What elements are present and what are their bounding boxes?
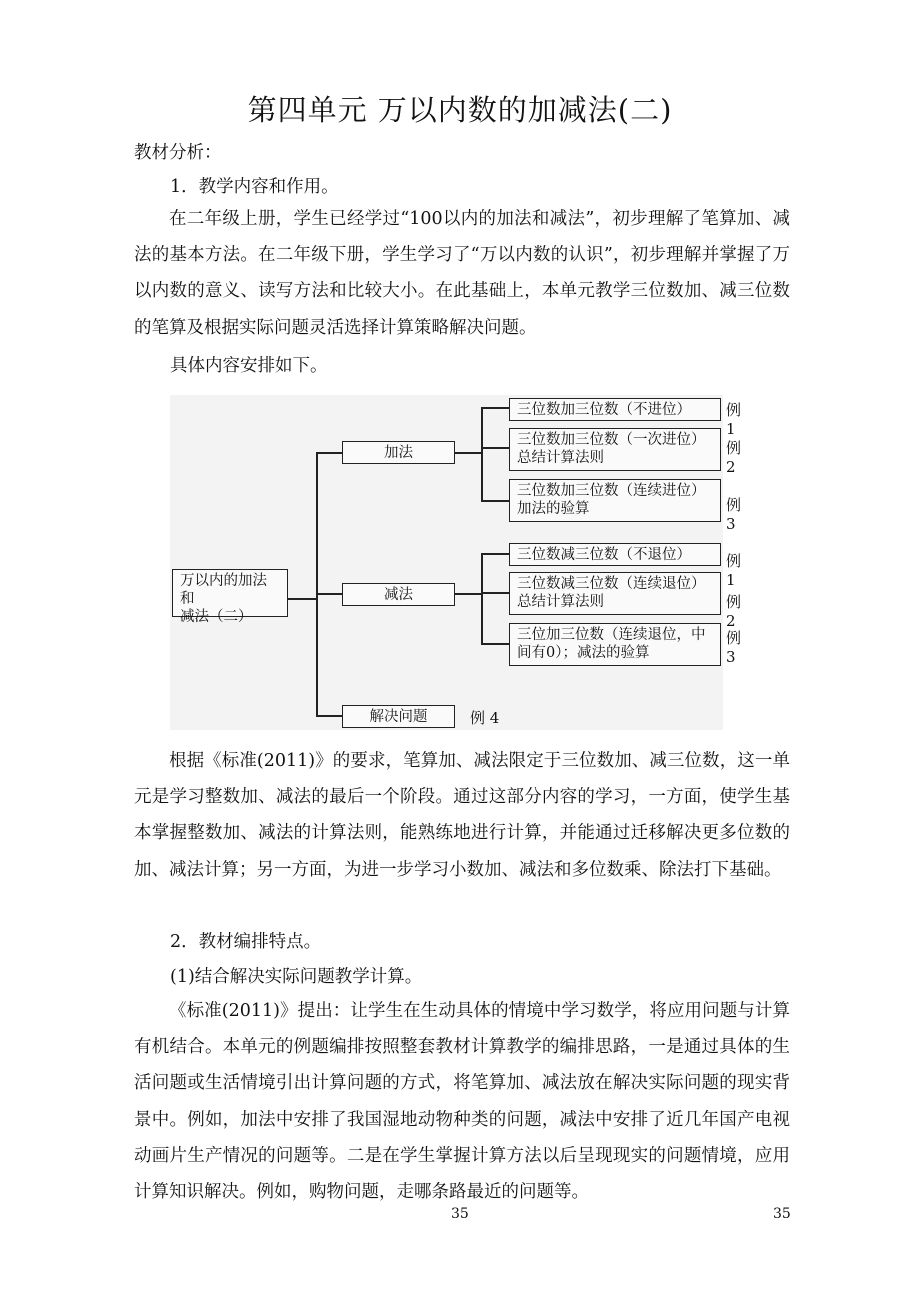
addition-item-box	[509, 398, 721, 421]
addition-node-box: 加法	[342, 441, 455, 464]
section-label: 教材分析：	[134, 143, 222, 163]
page-title: 第四单元 万以内数的加减法(二)	[247, 93, 673, 127]
connector-line	[481, 500, 509, 502]
content-structure-diagram	[170, 395, 742, 730]
connector-line	[481, 447, 509, 449]
addition-item-line1: 三位数加三位数（一次进位）	[517, 432, 706, 448]
heading-arrangement-features: 2．教材编排特点。	[170, 932, 322, 952]
subtraction-item-box	[509, 572, 721, 615]
paragraph-intro: 在二年级上册，学生已经学过“100以内的加法和减法”，初步理解了笔算加、减法的基本方法。在二年级下册，学生学习了“万以内数的认识”，初步理解并掌握了万以内数的意义、读写方法和比较大小。在此基础上，本单元教学三位数加、减三位数的笔算及根据实际问题灵活选择计算策略解决问题。	[134, 209, 790, 338]
connector-line	[481, 553, 509, 555]
addition-item-line2: 加法的验算	[517, 501, 590, 517]
root-node-line1: 万以内的加法和	[180, 573, 267, 607]
connector-line	[455, 452, 481, 454]
addition-item-line1: 三位数加三位数（连续进位）	[517, 483, 706, 499]
connector-line	[316, 452, 342, 454]
connector-line	[455, 593, 481, 595]
example-label: 例 3	[726, 496, 742, 533]
heading-teaching-content: 1．教学内容和作用。	[170, 177, 339, 197]
subtraction-item-line1: 三位加三位数（连续退位，中	[517, 627, 706, 643]
subtraction-item-line2: 间有0）；减法的验算	[517, 645, 650, 661]
connector-line	[288, 598, 316, 600]
page-number-right: 35	[773, 1206, 791, 1222]
addition-item-box	[509, 428, 721, 471]
page-number-center: 35	[451, 1206, 469, 1222]
root-node-line2: 减法（二）	[180, 609, 253, 625]
connector-line	[316, 715, 342, 717]
connector-line	[481, 407, 483, 501]
paragraph-standard-requirement: 根据《标准(2011)》的要求，笔算加、减法限定于三位数加、减三位数，这一单元是学习整数加、减法的最后一个阶段。通过这部分内容的学习，一方面，使学生基本掌握整数加、减法的计算法则，能熟练地进行计算，并能通过迁移解决更多位数的加、减法计算；另一方面，为进一步学习小数加、减法和多位数乘、除法打下基础。	[134, 751, 790, 880]
subtraction-item-line1: 三位数减三位数（不退位）	[517, 547, 691, 563]
problem-solving-node-box: 解决问题	[342, 705, 455, 728]
root-node-box	[172, 569, 288, 625]
example-label: 例 2	[726, 593, 742, 630]
example-label: 例 3	[726, 629, 742, 666]
subtraction-node-box: 减法	[342, 583, 455, 606]
connector-line	[316, 452, 318, 715]
connector-line	[316, 593, 342, 595]
addition-item-box	[509, 479, 721, 522]
example-label: 例 4	[470, 709, 500, 727]
heading-combine-problems: (1)结合解决实际问题教学计算。	[170, 967, 423, 987]
example-label: 例 1	[726, 401, 742, 438]
subtraction-item-box	[509, 543, 721, 566]
subtraction-item-box	[509, 623, 721, 666]
paragraph-arrangement: 具体内容安排如下。	[170, 356, 328, 376]
subtraction-item-line1: 三位数减三位数（连续退位）	[517, 576, 706, 592]
example-label: 例 1	[726, 552, 742, 589]
addition-item-line1: 三位数加三位数（不进位）	[517, 402, 691, 418]
subtraction-item-line2: 总结计算法则	[517, 594, 604, 610]
paragraph-standard-proposal: 《标准(2011)》提出：让学生在生动具体的情境中学习数学，将应用问题与计算有机结合。本单元的例题编排按照整套教材计算教学的编排思路，一是通过具体的生活问题或生活情境引出计算问题的方式，将笔算加、减法放在解决实际问题的现实背景中。例如，加法中安排了我国湿地动物种类的问题，减法中安排了近几年国产电视动画片生产情况的问题等。二是在学生掌握计算方法以后呈现现实的问题情境，应用计算知识解决。例如，购物问题，走哪条路最近的问题等。	[134, 1001, 790, 1203]
connector-line	[481, 592, 509, 594]
connector-line	[481, 553, 483, 643]
connector-line	[481, 643, 509, 645]
example-label: 例 2	[726, 439, 742, 476]
addition-item-line2: 总结计算法则	[517, 450, 604, 466]
connector-line	[481, 407, 509, 409]
